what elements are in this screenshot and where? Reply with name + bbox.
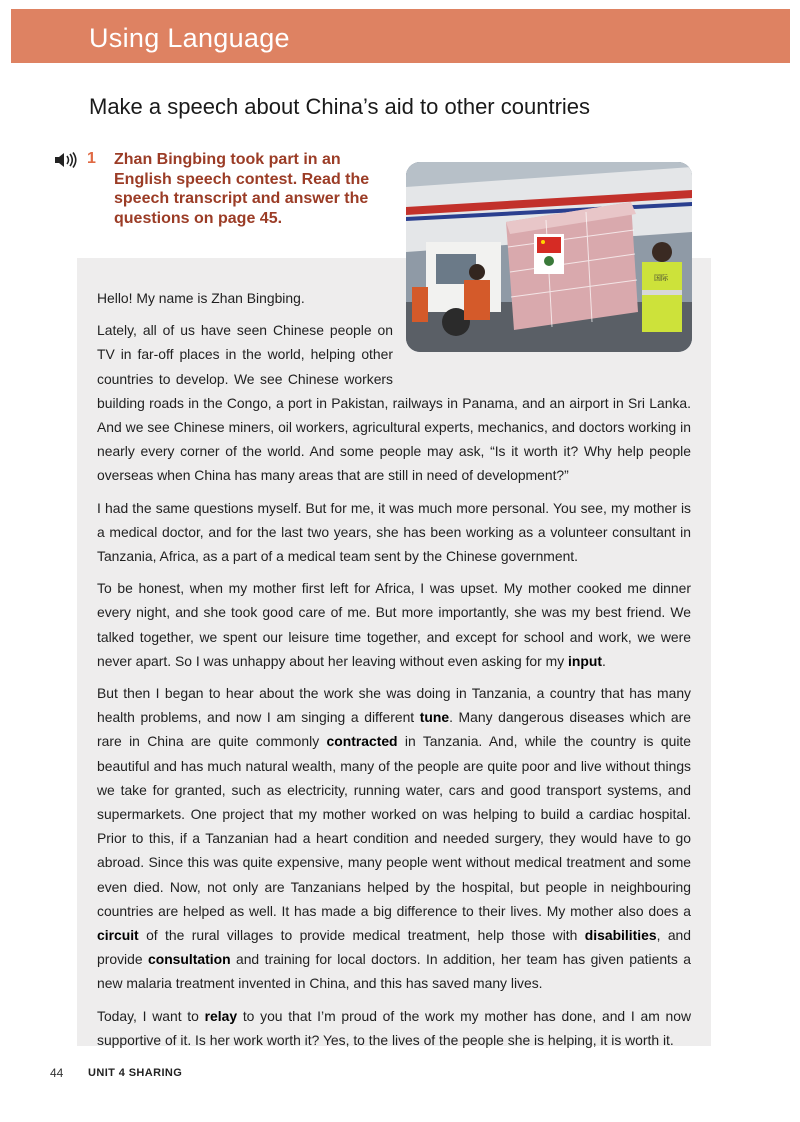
speech-paragraph-5: But then I began to hear about the work she was doing in Tanzania, a country that has many health problems, and now I am singing a different tune. Many dangerous diseases which are rare in China are quite commonly contracted in Tanzania. And, while the country is quite beautiful and has much natural wealth, many of the people are quite poor and live without things we take for granted, such as electricity, running water, cars and good transport systems, and supermarkets. One project that my mother worked on was helping to build a cardiac hospital. Prior to this, if a Tanzanian had a heart condition and needed surgery, they would have to go abroad. Since this was quite expensive, many people went without medical treatment and some even died. Now, not only are Tanzanians helped by the hospital, but people in neighbouring countries are helped as well. It has made a big difference to their lives. My mother also does a circuit of the rural villages to provide medical treatment, help those with disabilities, and provide consultation and training for local doctors. In addition, her team has given patients a new malaria treatment invented in China, and this has saved many lives. — [97, 685, 691, 992]
speech-paragraph-6: Today, I want to relay to you that I’m proud of the work my mother has done, and I am now supportive of it. Is her work worth it? Yes, to the lives of the people she is helping, it is worth it. — [97, 1007, 691, 1048]
audio-speaker-icon[interactable] — [54, 152, 78, 168]
keyword-relay: relay — [204, 1007, 238, 1024]
keyword-tune: tune — [419, 709, 450, 726]
speech-paragraph-1: Hello! My name is Zhan Bingbing. — [97, 290, 305, 306]
keyword-consultation: consultation — [147, 951, 231, 968]
keyword-disabilities: disabilities — [584, 927, 657, 944]
keyword-circuit: circuit — [97, 927, 139, 944]
activity-instruction: Zhan Bingbing took part in an English speech contest. Read the speech transcript and answer the questions on page 45. — [114, 151, 370, 227]
speech-paragraph-3: I had the same questions myself. But for me, it was much more personal. You see, my mother is a medical doctor, and for the last two years, she has been working as a volunteer consultant in Tanzania, Africa, as a part of a medical team sent by the Chinese government. — [97, 499, 691, 565]
vest-label: 国际 — [654, 274, 668, 282]
keyword-contracted: contracted — [326, 733, 398, 750]
speech-paragraph-4: To be honest, when my mother first left for Africa, I was upset. My mother cooked me dinner every night, and she took good care of me. But more importantly, she was my best friend. We talked together, we spent our leisure time together, and except for school and work, we were never apart. So I was unhappy about her leaving without even asking for my input. — [97, 580, 691, 669]
activity-number: 1 — [87, 150, 96, 167]
page-number: 44 — [50, 1066, 64, 1080]
keyword-input: input — [568, 652, 602, 669]
section-title: Using Language — [89, 23, 290, 53]
unit-label: UNIT 4 SHARING — [88, 1067, 183, 1079]
speech-paragraph-2: Lately, all of us have seen Chinese people on TV in far-off places in the world, helping other countries to develop. We see Chinese workers building roads in the Congo, a port in Pakistan, railways in Panama, and an airport in Sri Lanka. And we see Chinese miners, oil workers, agricultural experts, mechanics, and doctors working in nearly every corner of the world. And some people may ask, “Is it worth it? Why help people overseas when China has many areas that are still in need of development?” — [97, 322, 691, 484]
page-subtitle: Make a speech about China’s aid to other countries — [89, 94, 591, 119]
speech-transcript — [97, 286, 691, 1060]
